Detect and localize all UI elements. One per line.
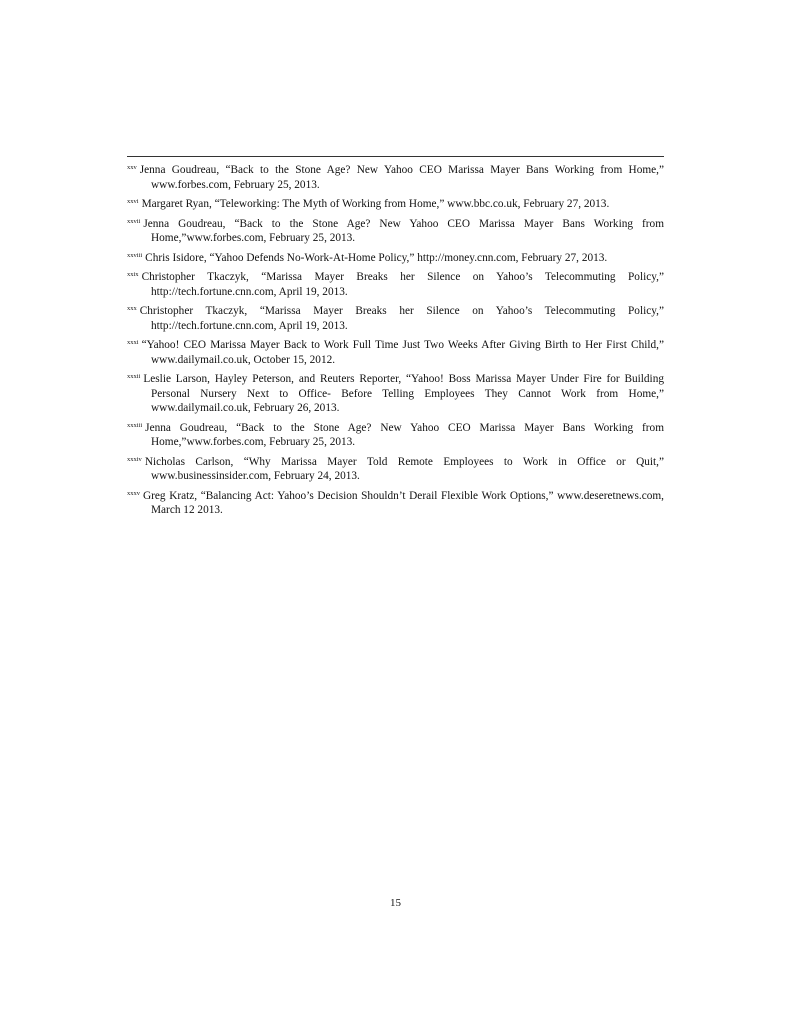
footnote — [127, 421, 664, 450]
footnote-text: Christopher Tkaczyk, “Marissa Mayer Breaks her Silence on Yahoo’s Telecommuting Policy,” http://tech.fortune.cnn.com, April 19, 2013. — [141, 271, 664, 298]
footnote-text: Jenna Goudreau, “Back to the Stone Age? New Yahoo CEO Marissa Mayer Bans Working from Home,”www.forbes.com, February 25, 2013. — [143, 217, 664, 244]
footnote-marker: xxxii — [127, 373, 141, 380]
footnote-text: Christopher Tkaczyk, “Marissa Mayer Breaks her Silence on Yahoo’s Telecommuting Policy,” http://tech.fortune.cnn.com, April 19, 2013. — [139, 305, 664, 332]
footnote-text: “Yahoo! CEO Marissa Mayer Back to Work Full Time Just Two Weeks After Giving Birth to Her First Child,” www.dailymail.co.uk, October 15, 2012. — [141, 339, 664, 366]
footnote-marker: xxxv — [127, 489, 140, 497]
footnote — [127, 270, 664, 299]
footnote-marker: xxxiii — [127, 421, 143, 429]
footnote-text: Jenna Goudreau, “Back to the Stone Age? New Yahoo CEO Marissa Mayer Bans Working from Home,”www.forbes.com, February 25, 2013. — [145, 421, 664, 448]
footnote-marker: xxvi — [127, 198, 139, 205]
footnote-text: Chris Isidore, “Yahoo Defends No-Work-At-Home Policy,” http://money.cnn.com, February 27, 2013. — [145, 251, 608, 264]
footnote — [127, 489, 664, 518]
footnote — [127, 163, 664, 192]
footnote-marker: xxv — [127, 164, 137, 171]
footnotes-list — [127, 163, 664, 523]
footnote — [127, 217, 664, 246]
footnote-text: Leslie Larson, Hayley Peterson, and Reuters Reporter, “Yahoo! Boss Marissa Mayer Under Fire for Building Personal Nursery Next to Office- Before Telling Employees They Cannot Work from Home,” www.dailymail.co.uk, February 26, 2013. — [143, 373, 664, 414]
page-number: 15 — [390, 897, 401, 909]
footnote — [127, 338, 664, 367]
footnote-marker: xxvii — [127, 217, 141, 225]
footnote-marker: xxviii — [127, 251, 143, 259]
footnote — [127, 304, 664, 333]
footnote-text: Jenna Goudreau, “Back to the Stone Age? New Yahoo CEO Marissa Mayer Bans Working from Home,” www.forbes.com, February 25, 2013. — [139, 164, 664, 191]
footnote-marker: xxx — [127, 305, 137, 312]
footnote — [127, 455, 664, 484]
footnote-text: Greg Kratz, “Balancing Act: Yahoo’s Decision Shouldn’t Derail Flexible Work Options,” www.deseretnews.com, March 12 2013. — [143, 489, 664, 516]
footnote-text: Margaret Ryan, “Teleworking: The Myth of Working from Home,” www.bbc.co.uk, February 27, 2013. — [141, 198, 610, 210]
footnote — [127, 372, 664, 416]
footnote-marker: xxxiv — [127, 455, 142, 463]
footnote-separator — [127, 156, 664, 157]
footnote-marker: xxix — [127, 271, 139, 278]
footnote — [127, 251, 664, 266]
footnote-marker: xxxi — [127, 339, 139, 346]
footnote — [127, 197, 664, 212]
footnote-text: Nicholas Carlson, “Why Marissa Mayer Told Remote Employees to Work in Office or Quit,” www.businessinsider.com, February 24, 2013. — [144, 455, 664, 482]
